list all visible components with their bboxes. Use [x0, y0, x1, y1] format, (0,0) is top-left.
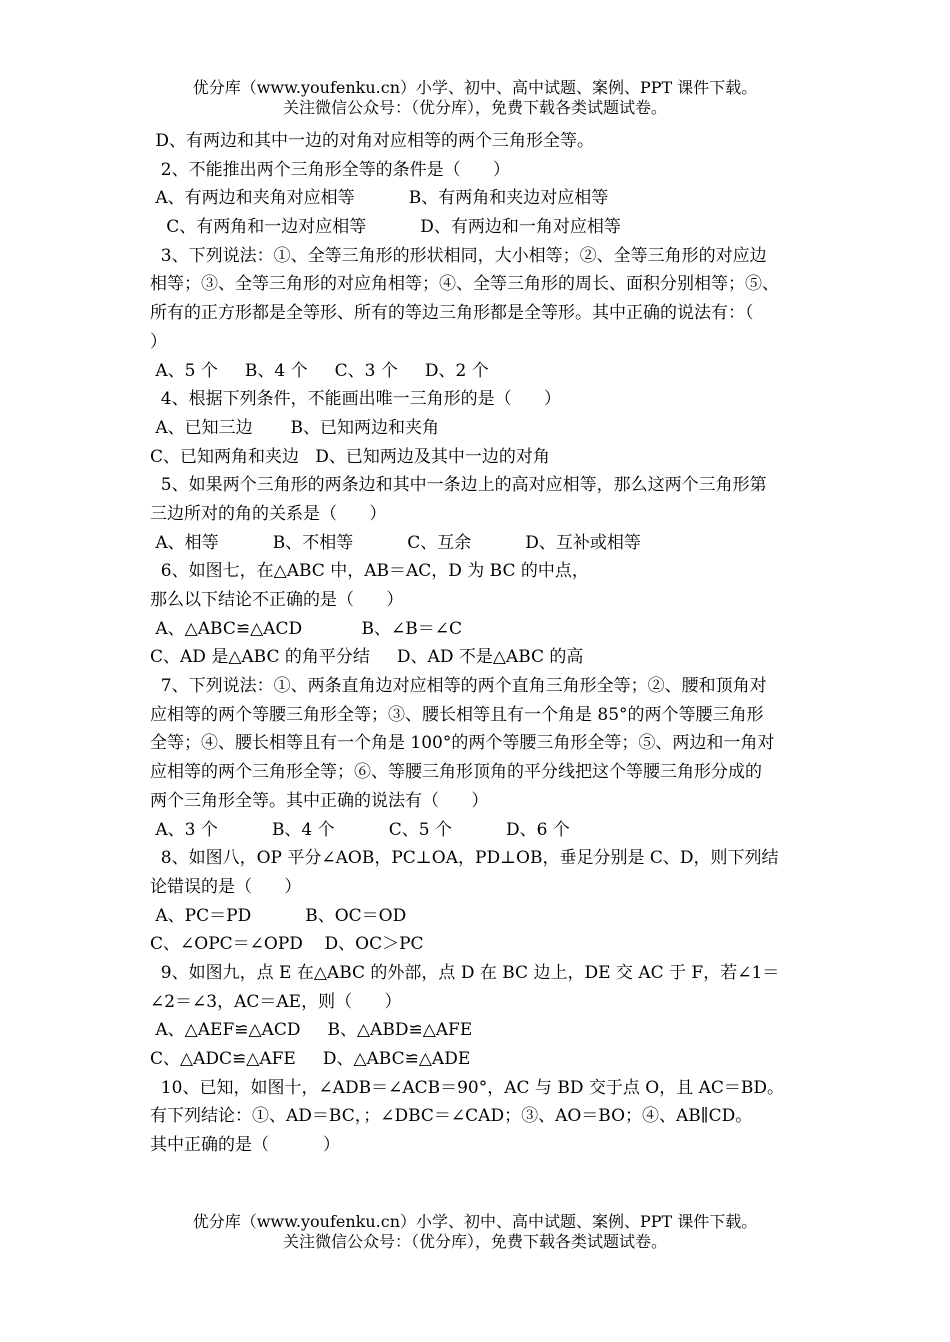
question-10-stem: 其中正确的是（ ）: [150, 1135, 341, 1156]
question-3-stem: 所有的正方形都是全等形、所有的等边三角形都是全等形。其中正确的说法有：（: [150, 303, 754, 324]
question-3-stem: ）: [150, 331, 167, 352]
question-9-stem: 9、如图九，点 E 在△ABC 的外部，点 D 在 BC 边上，DE 交 AC 于 F，若∠1＝: [150, 962, 780, 983]
question-6-stem: 那么以下结论不正确的是（ ）: [150, 590, 404, 610]
question-3-stem: 3、下列说法：①、全等三角形的形状相同，大小相等；②、全等三角形的对应边: [150, 245, 767, 266]
question-5-options: A、相等 B、不相等 C、互余 D、互补或相等: [150, 532, 641, 553]
question-3-options: A、5 个 B、4 个 C、3 个 D、2 个: [150, 360, 489, 381]
question-7-options: A、3 个 B、4 个 C、5 个 D、6 个: [150, 819, 570, 840]
question-6-options-cd: C、AD 是△ABC 的角平分结 D、AD 不是△ABC 的高: [150, 647, 584, 668]
header-line-2: 关注微信公众号：（优分库），免费下载各类试题试卷。: [282, 98, 667, 117]
footer-line-1: 优分库（www.youfenku.cn）小学、初中、高中试题、案例、PPT 课件下载。: [192, 1212, 758, 1231]
page-header: [0, 78, 950, 118]
question-8-stem: 论错误的是（ ）: [150, 876, 302, 897]
question-8-stem: 8、如图八，OP 平分∠AOB，PC⊥OA，PD⊥OB，垂足分别是 C、D，则下列结: [150, 848, 779, 869]
question-7-stem: 两个三角形全等。其中正确的说法有（ ）: [150, 790, 489, 811]
document-body: [150, 127, 862, 1160]
footer-line-2: 关注微信公众号：（优分库），免费下载各类试题试卷。: [282, 1232, 667, 1251]
question-2-options-ab: A、有两边和夹角对应相等 B、有两角和夹边对应相等: [150, 188, 609, 209]
question-5-stem: 5、如果两个三角形的两条边和其中一条边上的高对应相等，那么这两个三角形第: [150, 475, 767, 496]
question-3-stem: 相等；③、全等三角形的对应角相等；④、全等三角形的周长、面积分别相等；⑤、: [150, 274, 779, 295]
question-2-options-cd: C、有两角和一边对应相等 D、有两边和一角对应相等: [150, 217, 621, 238]
header-line-1: 优分库（www.youfenku.cn）小学、初中、高中试题、案例、PPT 课件下载。: [192, 78, 758, 97]
question-7-stem: 应相等的两个三角形全等；⑥、等腰三角形顶角的平分线把这个等腰三角形分成的: [150, 762, 762, 783]
question-4-stem: 4、根据下列条件，不能画出唯一三角形的是（ ）: [150, 389, 562, 410]
question-2-stem: 2、不能推出两个三角形全等的条件是（ ）: [150, 159, 511, 180]
page-footer: [0, 1212, 950, 1252]
question-10-stem: 10、已知，如图十，∠ADB＝∠ACB＝90°，AC 与 BD 交于点 O，且 AC＝BD。: [150, 1077, 785, 1098]
question-8-options-cd: C、∠OPC＝∠OPD D、OC＞PC: [150, 934, 424, 955]
question-7-stem: 应相等的两个等腰三角形全等；③、腰长相等且有一个角是 85°的两个等腰三角形: [150, 704, 764, 725]
question-10-stem: 有下列结论：①、AD＝BC，；∠DBC＝∠CAD；③、AO＝BO；④、AB∥CD。: [150, 1106, 753, 1127]
text-line: D、有两边和其中一边的对角对应相等的两个三角形全等。: [150, 131, 595, 151]
question-6-stem: 6、如图七，在△ABC 中，AB＝AC，D 为 BC 的中点，: [150, 561, 589, 582]
question-7-stem: 7、下列说法：①、两条直角边对应相等的两个直角三角形全等；②、腰和顶角对: [150, 676, 767, 697]
question-8-options-ab: A、PC＝PD B、OC＝OD: [150, 905, 407, 926]
question-4-options-cd: C、已知两角和夹边 D、已知两边及其中一边的对角: [150, 446, 550, 467]
question-9-options-cd: C、△ADC≌△AFE D、△ABC≌△ADE: [150, 1049, 471, 1069]
question-4-options-ab: A、已知三边 B、已知两边和夹角: [150, 417, 439, 438]
question-7-stem: 全等；④、腰长相等且有一个角是 100°的两个等腰三角形全等；⑤、两边和一角对: [150, 733, 775, 754]
question-9-options-ab: A、△AEF≌△ACD B、△ABD≌△AFE: [150, 1020, 473, 1041]
question-5-stem: 三边所对的角的关系是（ ）: [150, 503, 387, 524]
question-6-options-ab: A、△ABC≌△ACD B、∠B＝∠C: [150, 618, 463, 639]
question-9-stem: ∠2＝∠3，AC＝AE，则（ ）: [150, 991, 402, 1012]
